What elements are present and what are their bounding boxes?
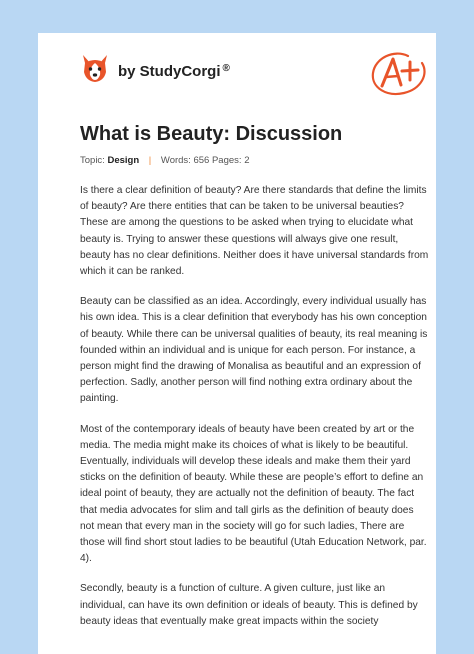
document-meta [80, 155, 249, 166]
meta-separator: | [148, 155, 152, 166]
brand-name[interactable]: by StudyCorgi ® [118, 63, 230, 80]
document-body [80, 183, 430, 644]
registered-mark: ® [222, 63, 230, 74]
document-title: What is Beauty: Discussion [80, 123, 343, 145]
pages-value: 2 [244, 155, 250, 166]
paragraph: Beauty can be classified as an idea. Accordingly, every individual usually has his own idea. This is a clear definition that everybody has his own conception of beauty. While there can be universal qualities of beauty, its real meaning is founded within an individual and is unique for each person. For instance, a person might find the drawing of Monalisa as beautiful and an expression of perfection. Sadly, another person will find nothing extra ordinary about the painting. [80, 296, 428, 405]
paragraph: Secondly, beauty is a function of culture. A given culture, just like an individual, can have its own definition or ideals of beauty. This is defined by beauty ideas that eventually make great impacts within the society [80, 583, 418, 627]
paragraph: Most of the contemporary ideals of beauty have been created by art or the media. The media might make its choices of what is likely to be beautiful. Eventually, individuals will develop these ideals and make them their yard sticks on the definition of beauty. While these are people’s effort to define an ideal point of beauty, they are actually not the definition of beauty. The fact that media advocates for slim and tall girls as the definition of beauty does not mean that every man in the society will go for such ladies, There are those will find short stout ladies to be beautiful (Utah Education Network, par. 4). [80, 423, 427, 565]
topic-label: Topic: [80, 155, 105, 166]
pages-label: Pages: [211, 155, 242, 166]
a-plus-grade-icon [366, 46, 434, 100]
words-value: 656 [193, 155, 210, 166]
topic-value[interactable]: Design [107, 155, 140, 166]
document-page [38, 33, 436, 654]
paragraph: Is there a clear definition of beauty? Are there standards that define the limits of beauty? Are there entities that can be taken to be universal beauties? These are among the questions to be asked when trying to elucidate what beauty is. Trying to answer these questions will always give one result, beauty has no clear definitions. Neither does it have universal standards from which it can be ranked. [80, 185, 429, 278]
words-label: Words: [160, 155, 191, 166]
corgi-logo-icon [80, 53, 110, 83]
header [38, 33, 436, 113]
